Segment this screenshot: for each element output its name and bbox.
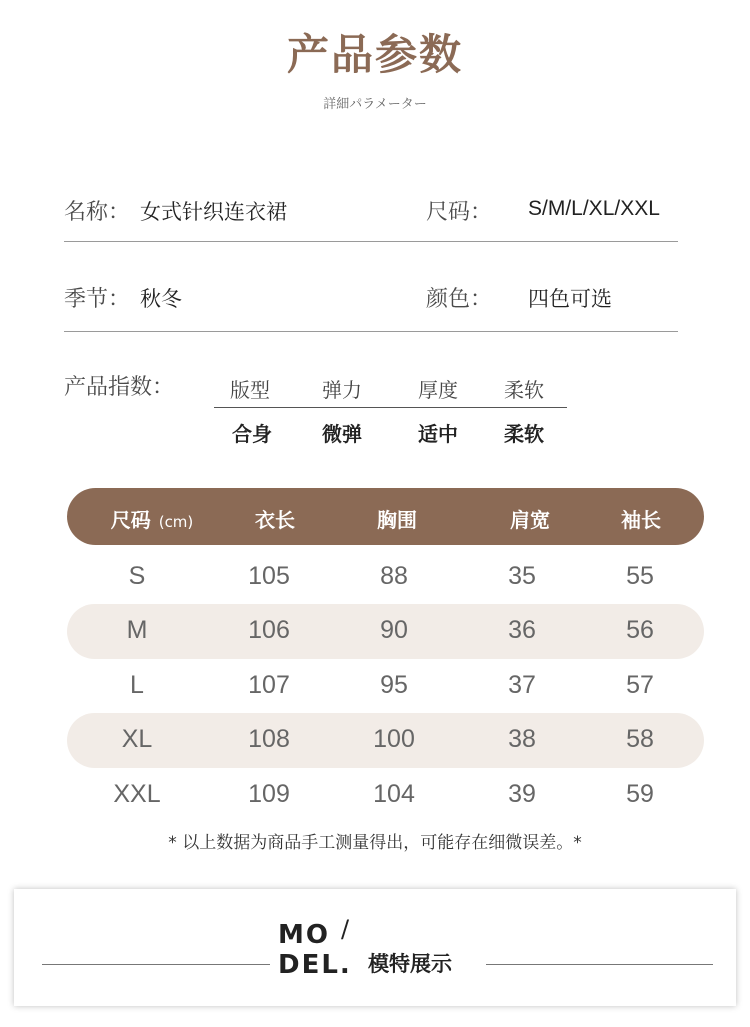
cell: 90 — [380, 616, 408, 644]
cell: 57 — [626, 671, 654, 699]
size-label: 尺码： — [426, 200, 493, 225]
index-value-softness: 柔软 — [504, 422, 544, 446]
header-unit: (cm) — [158, 513, 194, 531]
table-row — [67, 604, 704, 659]
divider — [64, 241, 678, 242]
cell: 95 — [380, 671, 408, 699]
name-label: 名称： — [64, 200, 131, 225]
model-logo-line1: MO — [278, 920, 330, 950]
table-row — [67, 550, 704, 605]
cell: XXL — [113, 780, 161, 808]
index-header-thickness: 厚度 — [418, 378, 458, 402]
cell: 100 — [373, 725, 415, 753]
cell: 38 — [508, 725, 536, 753]
cell: L — [130, 671, 144, 699]
model-divider-left — [42, 964, 270, 965]
cell: 109 — [248, 780, 290, 808]
cell: 58 — [626, 725, 654, 753]
table-row — [67, 713, 704, 768]
color-value: 四色可选 — [528, 287, 612, 311]
cell: 105 — [248, 562, 290, 590]
size-table-header — [67, 488, 704, 545]
index-header-softness: 柔软 — [504, 378, 544, 402]
cell: 37 — [508, 671, 536, 699]
cell: 106 — [248, 616, 290, 644]
cell: 35 — [508, 562, 536, 590]
cell: 55 — [626, 562, 654, 590]
cell: 104 — [373, 780, 415, 808]
season-value: 秋冬 — [140, 287, 182, 311]
header-sleeve: 袖长 — [621, 508, 661, 532]
header-size-label: 尺码 — [110, 508, 151, 532]
table-row — [67, 659, 704, 714]
color-label: 颜色： — [426, 287, 493, 312]
table-row — [67, 768, 704, 823]
index-header-fit: 版型 — [230, 378, 270, 402]
measurement-note: * 以上数据为商品手工测量得出，可能存在细微误差。* — [168, 833, 582, 853]
cell: M — [126, 616, 148, 644]
cell: 88 — [380, 562, 408, 590]
page-subtitle: 詳細パラメーター — [323, 97, 427, 112]
cell: 36 — [508, 616, 536, 644]
model-logo-slash: / — [341, 915, 350, 943]
name-value: 女式针织连衣裙 — [140, 200, 287, 224]
index-value-elasticity: 微弹 — [322, 422, 362, 446]
index-value-fit: 合身 — [232, 422, 272, 446]
cell: XL — [121, 725, 153, 753]
index-value-thickness: 适中 — [418, 422, 458, 446]
cell: 39 — [508, 780, 536, 808]
header-size — [111, 504, 194, 533]
cell: 107 — [248, 671, 290, 699]
index-divider — [214, 407, 567, 408]
model-label: 模特展示 — [368, 952, 452, 976]
model-logo-line2: DEL. — [278, 950, 352, 980]
header-shoulder: 肩宽 — [510, 508, 550, 532]
cell: 56 — [626, 616, 654, 644]
divider — [64, 331, 678, 332]
cell: S — [128, 562, 146, 590]
header-length: 衣长 — [255, 508, 295, 532]
season-label: 季节： — [64, 287, 131, 312]
header-bust: 胸围 — [377, 508, 417, 532]
size-value: S/M/L/XL/XXL — [528, 197, 660, 220]
model-divider-right — [486, 964, 713, 965]
index-label: 产品指数： — [64, 375, 175, 400]
page-title: 产品参数 — [286, 30, 463, 79]
cell: 108 — [248, 725, 290, 753]
cell: 59 — [626, 780, 654, 808]
index-header-elasticity: 弹力 — [322, 378, 362, 402]
